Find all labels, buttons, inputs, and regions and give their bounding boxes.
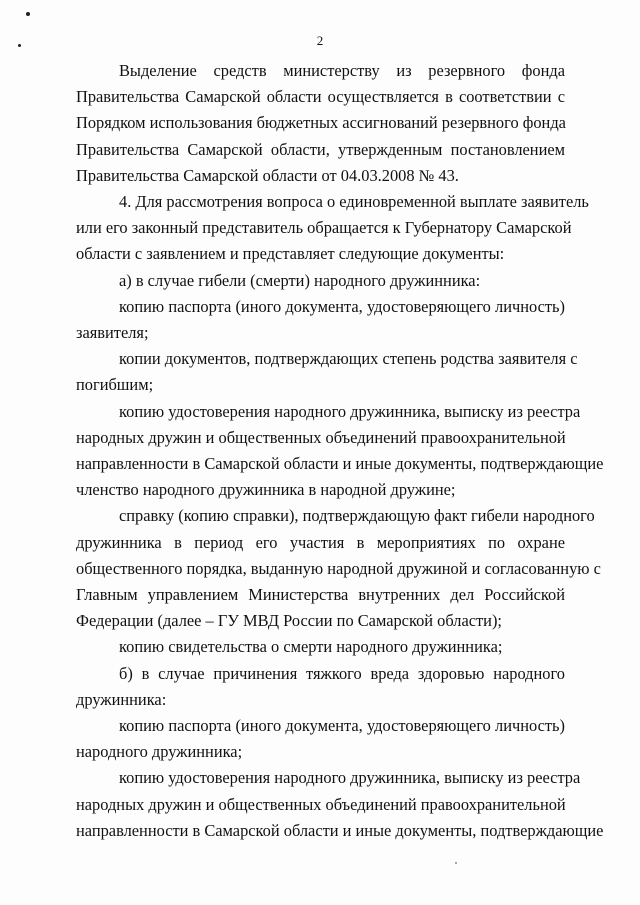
text-line: области с заявлением и представляет следующие документы: bbox=[76, 244, 505, 264]
document-body bbox=[76, 58, 604, 844]
text-line: 4. Для рассмотрения вопроса о единовременной выплате заявитель bbox=[119, 192, 589, 212]
scan-speck bbox=[455, 862, 457, 864]
paragraph bbox=[76, 765, 604, 844]
paragraph bbox=[76, 713, 565, 765]
text-line: Главным управлением Министерства внутренних дел Российской bbox=[76, 585, 565, 605]
paragraph bbox=[76, 189, 589, 268]
page-number: 2 bbox=[316, 33, 324, 48]
paragraph bbox=[76, 346, 578, 398]
paragraph bbox=[76, 503, 601, 634]
text-line: заявителя; bbox=[76, 323, 149, 343]
text-line: направленности в Самарской области и иные документы, подтверждающие bbox=[76, 820, 604, 840]
text-line: копию удостоверения народного дружинника, выписку из реестра bbox=[119, 401, 581, 421]
text-line: Правительства Самарской области, утвержденным постановлением bbox=[76, 139, 565, 159]
text-line: справку (копию справки), подтверждающую факт гибели народного bbox=[119, 506, 595, 526]
text-line: копии документов, подтверждающих степень родства заявителя с bbox=[119, 349, 578, 369]
text-line: копию свидетельства о смерти народного дружинника; bbox=[119, 637, 503, 657]
text-line: или его законный представитель обращается к Губернатору Самарской bbox=[76, 218, 572, 238]
text-line: членство народного дружинника в народной дружине; bbox=[76, 480, 456, 500]
text-line: Федерации (далее – ГУ МВД России по Самарской области); bbox=[76, 611, 502, 631]
text-line: Порядком использования бюджетных ассигнований резервного фонда bbox=[76, 113, 566, 133]
text-line: копию паспорта (иного документа, удостоверяющего личность) bbox=[119, 296, 565, 316]
text-line: дружинника в период его участия в мероприятиях по охране bbox=[76, 532, 565, 552]
text-line: Правительства Самарской области от 04.03.2008 № 43. bbox=[76, 165, 459, 185]
text-line: Выделение средств министерству из резервного фонда bbox=[119, 61, 565, 80]
text-line: копию паспорта (иного документа, удостоверяющего личность) bbox=[119, 716, 565, 736]
text-line: копию удостоверения народного дружинника, выписку из реестра bbox=[119, 768, 581, 788]
text-line: б) в случае причинения тяжкого вреда здоровью народного bbox=[119, 663, 565, 683]
paragraph bbox=[76, 58, 565, 189]
text-line: дружинника: bbox=[76, 689, 167, 709]
paragraph bbox=[76, 294, 565, 346]
text-line: народных дружин и общественных объединений правоохранительной bbox=[76, 794, 566, 814]
text-line: направленности в Самарской области и иные документы, подтверждающие bbox=[76, 454, 604, 474]
paragraph bbox=[76, 661, 565, 713]
paragraph bbox=[76, 399, 604, 504]
text-line: погибшим; bbox=[76, 375, 154, 395]
text-line: а) в случае гибели (смерти) народного дружинника: bbox=[119, 270, 481, 290]
text-line: общественного порядка, выданную народной дружиной и согласованную с bbox=[76, 558, 601, 578]
text-line: Правительства Самарской области осуществляется в соответствии с bbox=[76, 87, 565, 107]
text-line: народных дружин и общественных объединений правоохранительной bbox=[76, 427, 566, 447]
paragraph bbox=[76, 634, 565, 660]
scan-speck bbox=[26, 12, 30, 16]
text-line: народного дружинника; bbox=[76, 742, 243, 762]
paragraph bbox=[76, 268, 565, 294]
